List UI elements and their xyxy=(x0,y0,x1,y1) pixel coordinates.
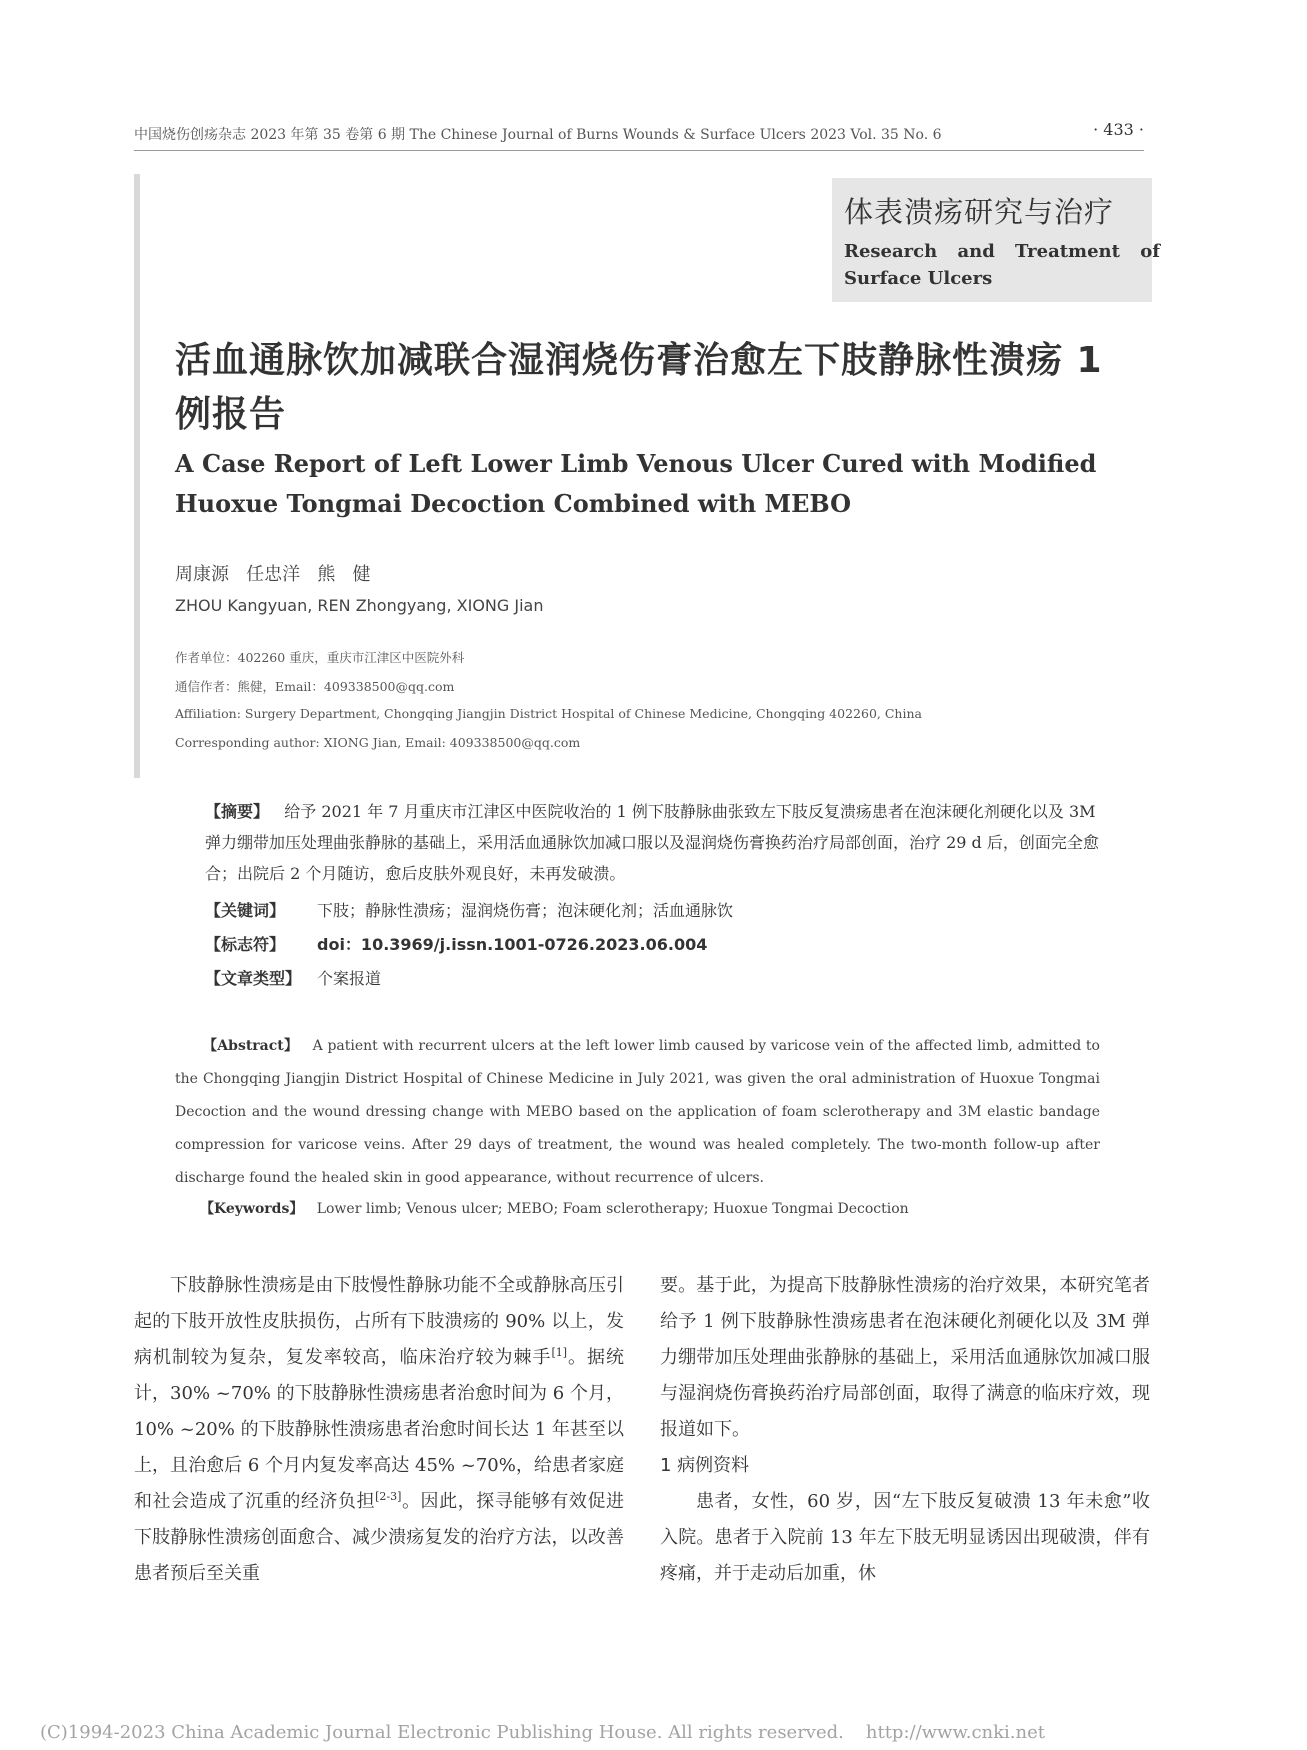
keywords-cn-label: 【关键词】 xyxy=(205,901,286,920)
article-type-text: 个案报道 xyxy=(317,969,382,988)
keywords-en-text: Lower limb; Venous ulcer; MEBO; Foam sclerotherapy; Huoxue Tongmai Decoction xyxy=(316,1201,909,1217)
abstract-en-label: 【Abstract】 xyxy=(203,1038,299,1054)
article-title-en: A Case Report of Left Lower Limb Venous Ulcer Cured with Modified Huoxue Tongmai Decoction Combined with MEBO xyxy=(175,449,1097,518)
doi-label: 【标志符】 xyxy=(205,935,286,954)
reference-marker: [2-3] xyxy=(375,1490,402,1503)
header-rule xyxy=(134,150,1144,151)
left-decorative-bar xyxy=(134,174,140,778)
column-label-cn: 体表溃疡研究与治疗 xyxy=(844,195,1115,229)
article-type-row xyxy=(205,966,381,989)
body-column-right xyxy=(660,1268,1150,1592)
corresponding-author-cn: 通信作者：熊健，Email：409338500@qq.com xyxy=(175,679,455,694)
keywords-en-row xyxy=(200,1198,909,1218)
affiliation-en: Affiliation: Surgery Department, Chongqing Jiangjin District Hospital of Chinese Medicine, Chongqing 402260, China xyxy=(175,706,922,721)
article-type-label: 【文章类型】 xyxy=(205,969,302,988)
copyright-text: (C)1994-2023 China Academic Journal Electronic Publishing House. All rights reserved. xyxy=(40,1722,844,1743)
corresponding-author-en: Corresponding author: XIONG Jian, Email: 409338500@qq.com xyxy=(175,735,581,750)
authors-cn: 周康源 任忠洋 熊 健 xyxy=(175,564,371,585)
footer-url: http://www.cnki.net xyxy=(865,1722,1045,1743)
keywords-en-label: 【Keywords】 xyxy=(200,1201,304,1217)
column-label-en-line1: Research and Treatment of xyxy=(844,241,1160,262)
body-column-left xyxy=(134,1268,624,1592)
doi-text: doi：10.3969/j.issn.1001-0726.2023.06.004 xyxy=(317,935,708,954)
journal-citation: 中国烧伤创疡杂志 2023 年第 35 卷第 6 期 The Chinese Journal of Burns Wounds & Surface Ulcers 2023 Vol. 35 No. 6 xyxy=(134,127,942,143)
body-paragraph: 患者，女性，60 岁，因“左下肢反复破溃 13 年未愈”收入院。患者于入院前 13 年左下肢无明显诱因出现破溃，伴有疼痛，并于走动后加重，休 xyxy=(660,1491,1150,1584)
reference-marker: [1] xyxy=(551,1346,568,1359)
abstract-en-text: A patient with recurrent ulcers at the left lower limb caused by varicose vein of the affected limb, admitted to the Chongqing Jiangjin District Hospital of Chinese Medicine in July 2021, was given the oral administration of Huoxue Tongmai Decoction and the wound dressing change with MEBO based on the application of foam sclerotherapy and 3M elastic bandage compression for varicose veins. After 29 days of treatment, the wound was healed completely. The two-month follow-up after discharge found the healed skin in good appearance, without recurrence of ulcers. xyxy=(175,1038,1100,1186)
affiliation-cn: 作者单位：402260 重庆，重庆市江津区中医院外科 xyxy=(175,650,465,665)
abstract-cn-label: 【摘要】 xyxy=(205,802,270,821)
keywords-cn-row xyxy=(205,898,733,921)
section-heading: 1 病例资料 xyxy=(660,1455,750,1476)
body-paragraph-continued: 要。基于此，为提高下肢静脉性溃疡的治疗效果，本研究笔者给予 1 例下肢静脉性溃疡患者在泡沫硬化剂硬化以及 3M 弹力绷带加压处理曲张静脉的基础上，采用活血通脉饮加减口服与湿润烧伤膏换药治疗局部创面，取得了满意的临床疗效，现报道如下。 xyxy=(660,1275,1150,1440)
page-number: · 433 · xyxy=(1093,120,1144,139)
abstract-cn-text: 给予 2021 年 7 月重庆市江津区中医院收治的 1 例下肢静脉曲张致左下肢反复溃疡患者在泡沫硬化剂硬化以及 3M 弹力绷带加压处理曲张静脉的基础上，采用活血通脉饮加减口服以及湿润烧伤膏换药治疗局部创面，治疗 29 d 后，创面完全愈合；出院后 2 个月随访，愈后皮肤外观良好，未再发破溃。 xyxy=(205,802,1099,883)
abstract-en xyxy=(175,1030,1100,1195)
column-label-box xyxy=(832,178,1160,302)
body-paragraph: 下肢静脉性溃疡是由下肢慢性静脉功能不全或静脉高压引起的下肢开放性皮肤损伤，占所有下肢溃疡的 90% 以上，发病机制较为复杂，复发率较高，临床治疗较为棘手[1]。据统计，30% ~70% 的下肢静脉性溃疡患者治愈时间为 6 个月，10% ~20% 的下肢静脉性溃疡患者治愈时间长达 1 年甚至以上，且治愈后 6 个月内复发率高达 45% ~70%，给患者家庭和社会造成了沉重的经济负担[2-3]。因此，探寻能够有效促进下肢静脉性溃疡创面愈合、减少溃疡复发的治疗方法，以改善患者预后至关重 xyxy=(134,1275,625,1584)
authors-en: ZHOU Kangyuan, REN Zhongyang, XIONG Jian xyxy=(175,596,544,615)
column-label-en-line2: Surface Ulcers xyxy=(844,268,993,289)
copyright-footer xyxy=(40,1722,1045,1743)
abstract-cn xyxy=(205,796,1105,889)
article-title-cn: 活血通脉饮加减联合湿润烧伤膏治愈左下肢静脉性溃疡 1 例报告 xyxy=(175,340,1103,435)
doi-row xyxy=(205,932,707,955)
keywords-cn-text: 下肢；静脉性溃疡；湿润烧伤膏；泡沫硬化剂；活血通脉饮 xyxy=(317,901,734,920)
running-head xyxy=(134,120,1144,144)
